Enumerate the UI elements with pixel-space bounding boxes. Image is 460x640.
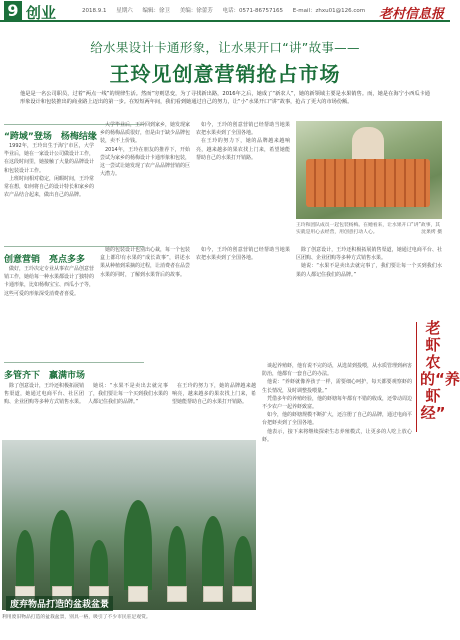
paragraph: 如今，王玲的创意营销已经帮助当地果农把水果卖到了全国各地。 <box>196 122 290 137</box>
sidebar-title: 老虾农的“养虾经” <box>420 319 460 422</box>
article-subhead: 给水果设计卡通形象，让水果开口“讲”故事—— <box>90 40 360 55</box>
photo-title: 废弃物品打造的盆栽盆景 <box>6 596 113 611</box>
paragraph: 凭借多年的养殖经验，他的虾塘每年都有不错的收成，还带动周边不少农户一起养虾致富。 <box>262 395 413 411</box>
article-column <box>4 142 94 242</box>
sidebar-story <box>262 362 412 632</box>
article-column <box>100 246 190 356</box>
paragraph: 在王玲的努力下，她的品牌越来越响亮，越来越多的果农找上门来，希望她能帮助自己的水果打开销路。 <box>196 138 290 161</box>
issue-weekday: 星期六 <box>116 8 133 14</box>
article-headline: 王玲见创意营销抢占市场 <box>109 62 341 86</box>
paragraph: 她说：“水果不是卖出去就完事了，我们要让每一个买到我们水果的人都记住我们的品牌。” <box>296 263 442 278</box>
paragraph: 她的包装设计也别出心裁，每一个包装盒上都印有水果的“成长故事”，讲述水果从种植到采摘的过程，让消费者在品尝水果的同时，了解到水果背后的故事。 <box>100 247 191 278</box>
header-meta <box>82 6 373 14</box>
section-title-1: “跨域”登场 杨梅结缘 <box>4 132 97 142</box>
sidebar-divider <box>416 322 417 432</box>
paragraph: 在王玲的努力下，她的品牌越来越响亮，越来越多的果农找上门来，希望她能帮助自己的水果打开销路。 <box>172 383 256 406</box>
article-column <box>172 382 256 438</box>
section-name: 创业 <box>26 4 57 22</box>
designer: 美编：徐蕾芳 <box>179 8 213 14</box>
paragraph: 她说：“水果不是卖出去就完事了，我们要让每一个买到我们水果的人都记住我们的品牌。” <box>88 383 169 406</box>
paragraph: 大学毕业后，王玲回到家乡，她发现家乡的杨梅品质很好，但是由于缺少品牌包装，卖不上价钱。 <box>100 122 191 145</box>
article-column <box>4 382 84 438</box>
paragraph: 如今，王玲的创意营销已经帮助当地果农把水果卖到了全国各地。 <box>196 247 290 262</box>
paragraph: 如今，他的虾塘规模不断扩大，还注册了自己的品牌，通过电商平台把虾卖到了全国各地。 <box>262 412 413 427</box>
paragraph: 做好，王玲决定专业从事农产品创意营销工作，她给每一种水果都设计了独特的卡通形象，比如杨梅宝宝、西瓜小子等，这些可爱的形象深受消费者喜爱。 <box>4 266 95 297</box>
paragraph: 他说：“养虾就像养孩子一样，需要细心呵护，每天都要观察虾的生长情况，及时调整投喂量。” <box>262 379 412 394</box>
paragraph: 2014年，王玲在朋友的推荐下，开始尝试为家乡的杨梅设计卡通形象和包装，这一尝试让她发现了农产品品牌营销的巨大潜力。 <box>100 146 191 178</box>
section-title-2: 创意营销 亮点多多 <box>4 255 86 265</box>
email: E-mail：zhxu01@126.com <box>292 8 366 14</box>
masthead: 老村信息报 <box>378 7 444 22</box>
article-column <box>88 382 168 438</box>
photo-caption: 王玲和团队成员一起包装杨梅。在她看来，让水果开口“讲”故事，其实就是用心去经营，用创意打动人心。 沈果烤 摄 <box>296 223 442 236</box>
editor: 编辑：徐卫 <box>142 8 171 14</box>
packing-photo <box>296 121 442 219</box>
issue-date: 2018.9.1 <box>82 8 107 14</box>
phone: 电话：0571-86757165 <box>222 8 284 14</box>
article-lede: 他是是一名公司职员，过着“两点一线”的规律生活。然而“穷则思变，为了寻找新出路，2016年之后，她成了“新农人”，她的新领域主要是水果销售。而，她是在海宁小西瓜卡通形象设计和包装推出的商业路上迈出的第一步。在短短两年间，我们看到她通过自己的努力，让“小”水果开口“讲”故事，抢占了更大的市场份额。 <box>20 91 430 106</box>
paragraph: 除了创意设计，王玲还积极拓展销售渠道，她通过电商平台、社区团购、企业团购等多种方式销售水果。 <box>296 247 442 262</box>
paragraph: 1992年，王玲出生于海宁市区，大学毕业后，她在一家设计公司做设计工作，在这段时间里，她接触了大量的品牌设计和包装设计工作。 <box>4 143 95 174</box>
paragraph: 他表示，接下来将继续探索生态养殖模式，让更多的人吃上放心虾。 <box>262 428 412 443</box>
article-column <box>196 121 290 241</box>
page-number: 9 <box>4 1 22 20</box>
paragraph: 除了创意设计，王玲还积极拓展销售渠道，她通过电商平台、社区团购、企业团购等多种方式销售水果。 <box>4 383 85 406</box>
article-column <box>4 265 94 355</box>
photo-credit: 沈果烤 摄 <box>421 230 442 236</box>
article-column <box>196 246 290 356</box>
paragraph: 上班时间相对稳定，闲暇时间，王玲常常在想，如何将自己的设计特长和家乡的农产品结合起来，做出自己的品牌。 <box>4 175 95 199</box>
paragraph: 谈起养殖虾，他有说不完的话，从选苗到投喂，从水质管理到病害防治，他都有一套自己的办法。 <box>262 363 413 378</box>
section-rule <box>4 362 144 363</box>
bonsai-photo <box>2 440 256 610</box>
section-title-3: 多管齐下 赢满市场 <box>4 371 86 381</box>
article-column <box>100 121 190 241</box>
page-header <box>0 0 450 22</box>
photo-caption: 利用废旧物品打造的盆栽盆景，别具一格，吸引了不少市民驻足观赏。 <box>2 615 151 620</box>
